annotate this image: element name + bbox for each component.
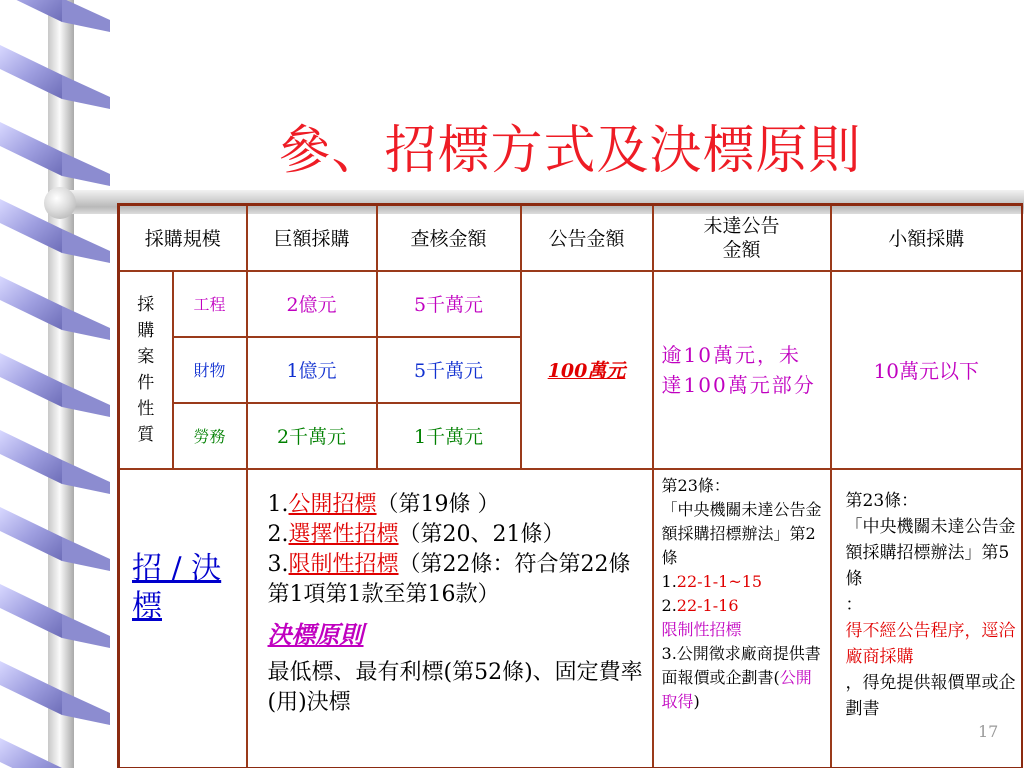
- header-below-line1: 未達公告: [703, 214, 780, 237]
- bar-knob-decoration: [44, 187, 76, 219]
- article-red-text: 得不經公告程序，逕洽廠商採購: [845, 620, 1016, 667]
- line-value: 22-1-1~15: [676, 571, 763, 591]
- procurement-table-wrapper: [117, 203, 1023, 768]
- method-ref: （第22條：符合第22條第1項第1款至第16款）: [267, 551, 631, 607]
- method-name-link[interactable]: 選擇性招標: [288, 521, 399, 547]
- article-tail: ，得免提供報價單或企劃書: [845, 672, 1016, 719]
- method-ref: （第20、21條）: [398, 521, 565, 547]
- method-number: 2.: [267, 521, 289, 547]
- small-value: 10萬元以下: [831, 271, 1023, 469]
- below-value: 逾10萬元，未達100萬元部分: [653, 271, 831, 469]
- vertical-char: 件: [137, 372, 155, 393]
- vertical-char: 採: [137, 294, 155, 315]
- vertical-char: 質: [137, 424, 155, 445]
- line-text: ): [693, 691, 700, 711]
- method-name-link[interactable]: 限制性招標: [288, 551, 399, 577]
- header-below-line2: 金額: [722, 238, 761, 261]
- procurement-table: [117, 203, 1023, 768]
- line-text: 3.公開徵求廠商提供書面報價或企劃書(: [661, 643, 821, 687]
- announce-value: [521, 271, 653, 469]
- method-ref: （第19條 ）: [376, 491, 500, 517]
- binder-rings-decoration: [0, 0, 120, 768]
- method-number: 3.: [267, 551, 289, 577]
- method-item: [268, 550, 646, 610]
- article-body: 「中央機關未達公告金額採購招標辦法」第5條: [845, 516, 1016, 589]
- article-body: 「中央機關未達公告金額採購招標辦法」第2條: [661, 499, 822, 567]
- case-nature-label: [119, 271, 173, 469]
- audit-value: 1千萬元: [377, 403, 521, 469]
- header-below: [653, 205, 831, 271]
- type-label: 工程: [173, 271, 247, 337]
- method-item: [268, 520, 646, 550]
- article-colon: ：: [845, 594, 863, 615]
- header-scale: 採購規模: [119, 205, 247, 271]
- line-number: 2.: [661, 595, 677, 615]
- vertical-char: 購: [137, 320, 155, 341]
- page-number: 17: [978, 722, 999, 741]
- article-head: 第23條：: [845, 490, 919, 511]
- article-head: 第23條：: [661, 475, 730, 495]
- award-principle-link[interactable]: 決標原則: [267, 619, 364, 649]
- restricted-tender-text: 限制性招標: [661, 619, 742, 639]
- tender-award-link[interactable]: 招 / 決標: [119, 469, 247, 768]
- public-acquisition-text: 公開取得: [661, 667, 812, 711]
- below-article-cell: [653, 469, 831, 768]
- audit-value: 5千萬元: [377, 337, 521, 403]
- methods-row: [119, 469, 1023, 768]
- huge-value: 2億元: [247, 271, 377, 337]
- audit-value: 5千萬元: [377, 271, 521, 337]
- type-label: 勞務: [173, 403, 247, 469]
- award-principle-text: 最低標、最有利標(第52條)、固定費率(用)決標: [267, 659, 643, 715]
- article-line: [662, 594, 826, 618]
- method-item: [268, 490, 646, 520]
- header-huge: 巨額採購: [247, 205, 377, 271]
- header-audit: 查核金額: [377, 205, 521, 271]
- huge-value: 1億元: [247, 337, 377, 403]
- huge-value: 2千萬元: [247, 403, 377, 469]
- header-row: [119, 205, 1023, 271]
- table-row: [119, 271, 1023, 337]
- vertical-char: 性: [137, 398, 155, 419]
- method-name-link[interactable]: 公開招標: [288, 491, 377, 517]
- header-small: 小額採購: [831, 205, 1023, 271]
- type-label: 財物: [173, 337, 247, 403]
- line-number: 1.: [661, 571, 677, 591]
- announce-amount: 100萬元: [547, 360, 626, 382]
- vertical-char: 案: [137, 346, 155, 367]
- article-line: [662, 570, 826, 594]
- line-value: 22-1-16: [676, 595, 739, 615]
- tender-methods-cell: [247, 469, 653, 768]
- header-announce: 公告金額: [521, 205, 653, 271]
- article-line: [662, 642, 826, 714]
- page-title: 參、招標方式及決標原則: [278, 121, 862, 181]
- method-number: 1.: [267, 491, 289, 517]
